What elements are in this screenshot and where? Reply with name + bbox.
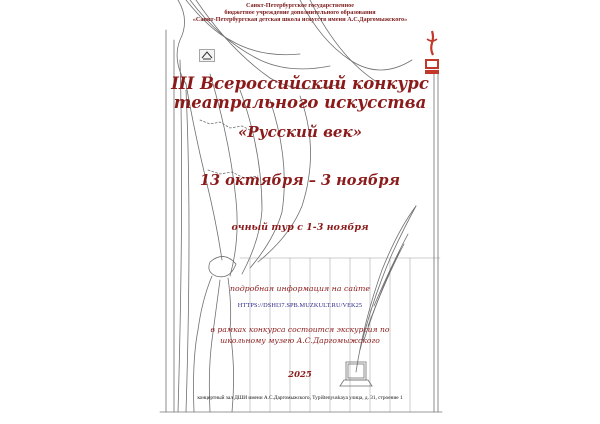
year: 2025: [288, 370, 312, 380]
institution-name-line-2: бюджетное учреждение дополнительного образования: [224, 9, 376, 16]
competition-dates: 13 октября – 3 ноября: [199, 172, 401, 189]
poster: [150, 0, 450, 424]
competition-subtitle: «Русский век»: [238, 123, 362, 141]
institution-name-line-1: Санкт-Петербургское государственное: [245, 2, 355, 9]
in-person-round: очный тур с 1-3 ноября: [231, 222, 369, 233]
competition-title-line-1: III Всероссийский конкурс: [171, 74, 429, 93]
school-emblem-icon: [199, 49, 215, 62]
venue-address: концертный зал ДШИ имени А.С.Даргомыжского, Турištenyuskaya улица, д. 31, строение 1: [197, 395, 403, 401]
competition-title-line-2: театрального искусства: [173, 93, 427, 112]
website-link[interactable]: HTTPS://DSHI37.SPB.MUZKULT.RU/VEK25: [237, 302, 363, 309]
institution-name-line-3: «Санкт-Петербургская детская школа искусств имени А.С.Даргомыжского»: [192, 16, 408, 23]
info-label: подробная информация на сайте: [230, 284, 370, 293]
anniversary-emblem-icon: [423, 29, 441, 75]
excursion-line-1: в рамках конкурса состоится экскурсия по: [210, 325, 390, 334]
excursion-line-2: школьному музею А.С.Даргомыжского: [220, 336, 380, 345]
curtain-illustration: [150, 0, 450, 424]
